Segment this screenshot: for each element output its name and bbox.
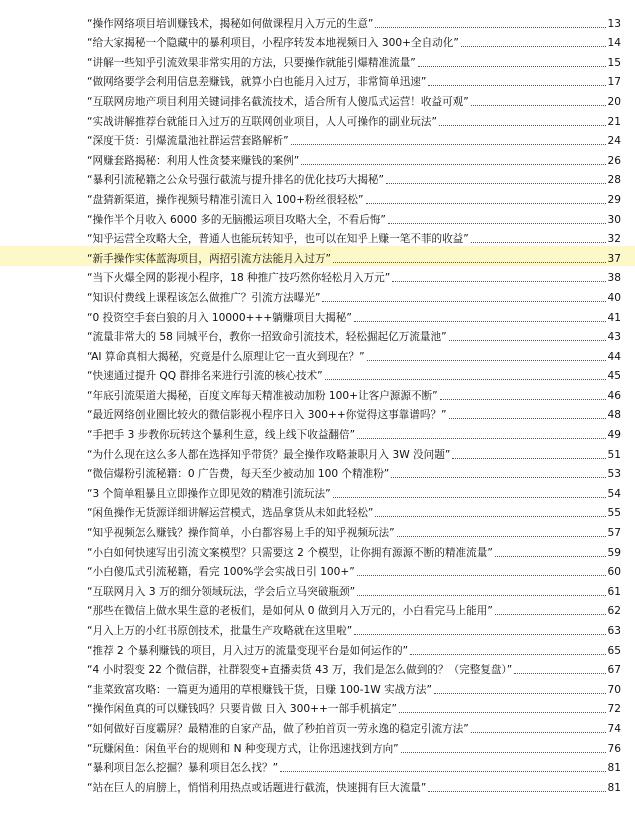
toc-entry[interactable]	[0, 638, 635, 658]
toc-entry-title: “流量非常大的 58 同城平台，教你一招致命引流技术，轻松掘起亿万流量池”	[87, 331, 447, 344]
dot-leader	[375, 516, 605, 517]
toc-entry-page-number: 20	[607, 95, 621, 108]
toc-entry-page-number: 44	[607, 350, 621, 363]
dot-leader	[357, 595, 605, 596]
toc-entry-page-number: 29	[607, 193, 621, 206]
toc-entry-title: “4 小时裂变 22 个微信群，社群裂变+直播卖货 43 万，我们是怎么做到的？（完整复盘）”	[87, 664, 513, 677]
toc-entry[interactable]	[0, 168, 635, 188]
toc-entry[interactable]	[0, 736, 635, 756]
dot-leader	[514, 673, 605, 674]
toc-entry-title: “如何做好百度霸屏？最精准的自家产品，做了秒拍首页一劳永逸的稳定引流方法”	[87, 722, 469, 735]
toc-entry-title: “小白傻瓜式引流秘籍，看完 100%学会实战日引 100+”	[87, 566, 355, 579]
toc-entry-title: “网赚套路揭秘：利用人性贪婪来赚钱的案例”	[87, 154, 300, 167]
toc-entry-title: “实战讲解推荐台就能日入过万的互联网创业项目，人人可操作的副业玩法”	[87, 115, 437, 128]
dot-leader	[418, 66, 606, 67]
dot-leader	[291, 144, 606, 145]
toc-entry-page-number: 61	[607, 585, 621, 598]
toc-entry-title: “互联网月入 3 万的细分领域玩法，学会后立马突破瓶颈”	[87, 585, 356, 598]
dot-leader	[471, 105, 606, 106]
toc-entry[interactable]	[0, 50, 635, 70]
table-of-contents	[0, 11, 635, 795]
toc-entry[interactable]	[0, 364, 635, 384]
toc-entry[interactable]	[0, 560, 635, 580]
dot-leader	[434, 693, 606, 694]
dot-leader	[367, 360, 606, 361]
toc-entry[interactable]	[0, 148, 635, 168]
toc-entry[interactable]	[0, 207, 635, 227]
toc-entry-title: “微信爆粉引流秘籍：0 广告费，每天至少被动加 100 个精准粉”	[87, 468, 390, 481]
toc-entry[interactable]	[0, 266, 635, 286]
dot-leader	[428, 85, 605, 86]
toc-entry[interactable]	[0, 756, 635, 776]
dot-leader	[452, 458, 605, 459]
toc-entry-page-number: 65	[607, 644, 621, 657]
toc-entry[interactable]	[0, 520, 635, 540]
toc-entry-title: “当下火爆全网的影视小程序，18 种推广技巧然你轻松月入万元”	[87, 272, 391, 285]
toc-entry-title: “韭菜致富攻略：一篇更为通用的草根赚钱干货，日赚 100-1W 实战方法”	[87, 683, 432, 696]
toc-entry-page-number: 54	[607, 487, 621, 500]
toc-entry[interactable]	[0, 462, 635, 482]
toc-entry-page-number: 45	[607, 370, 621, 383]
dot-leader	[322, 301, 605, 302]
toc-entry[interactable]	[0, 246, 635, 266]
toc-entry-title: “最近网络创业圈比较火的微信影视小程序日入 300++你觉得这事靠谱吗？”	[87, 409, 447, 422]
toc-entry-page-number: 40	[607, 291, 621, 304]
dot-leader	[301, 164, 605, 165]
toc-entry-title: “操作闲鱼真的可以赚钱吗？只要肯做 日入 300++一部手机搞定”	[87, 703, 397, 716]
toc-entry[interactable]	[0, 325, 635, 345]
toc-entry-title: “那些在微信上做水果生意的老板们，是如何从 0 做到月入万元的，小白看完马上能用”	[87, 605, 493, 618]
dot-leader	[449, 418, 606, 419]
toc-entry[interactable]	[0, 11, 635, 31]
toc-entry[interactable]	[0, 442, 635, 462]
toc-entry-title: “月入上万的小红书原创技术，批量生产攻略就在这里啦”	[87, 625, 353, 637]
toc-entry-title: “快速通过提升 QQ 群排名来进行引流的核心技术”	[87, 370, 323, 383]
toc-entry-page-number: 13	[607, 17, 621, 30]
toc-entry-page-number: 26	[607, 154, 621, 167]
toc-entry-title: “0 投资空手套白狼的月入 10000+++躺赚项目大揭秘”	[87, 311, 352, 324]
toc-entry-page-number: 57	[607, 527, 621, 540]
toc-entry-page-number: 21	[607, 115, 621, 128]
dot-leader	[439, 125, 606, 126]
toc-entry-title: “深度干货：引爆流量池社群运营套路解析”	[87, 135, 289, 148]
dot-leader	[388, 223, 606, 224]
toc-entry-title: “给大家揭秘一个隐藏中的暴利项目，小程序转发本地视频日入 300+全自动化”	[87, 37, 459, 50]
toc-entry-page-number: 81	[607, 762, 621, 775]
toc-entry-title: “推荐 2 个暴利赚钱的项目，月入过万的流量变现平台是如何运作的”	[87, 644, 409, 657]
toc-entry-page-number: 70	[607, 683, 621, 696]
toc-entry[interactable]	[0, 658, 635, 678]
toc-entry-title: “为什么现在这么多人都在选择知乎带货？最全操作攻略兼职月入 3W 没问题”	[87, 448, 451, 461]
toc-entry-page-number: 76	[607, 742, 621, 755]
toc-entry-page-number: 63	[607, 625, 621, 637]
toc-entry-page-number: 41	[607, 311, 621, 324]
dot-leader	[375, 27, 605, 28]
toc-entry-page-number: 53	[607, 468, 621, 481]
toc-entry-page-number: 59	[607, 546, 621, 559]
toc-entry-title: “盘猜新渠道，操作视频号精准引流日入 100+粉丝很轻松”	[87, 193, 364, 206]
dot-leader	[397, 536, 606, 537]
dot-leader	[366, 203, 606, 204]
toc-entry-page-number: 60	[607, 566, 621, 579]
toc-entry-title: “AI 算命真相大揭秘，究竟是什么原理让它一直火到现在？”	[87, 350, 365, 363]
toc-entry-page-number: 15	[607, 56, 621, 69]
dot-leader	[461, 46, 606, 47]
toc-entry-page-number: 72	[607, 703, 621, 716]
dot-leader	[357, 575, 606, 576]
toc-entry-page-number: 43	[607, 331, 621, 344]
dot-leader	[392, 281, 605, 282]
toc-entry[interactable]	[0, 599, 635, 619]
dot-leader	[440, 399, 606, 400]
toc-entry-page-number: 49	[607, 429, 621, 442]
toc-entry[interactable]	[0, 540, 635, 560]
toc-entry-title: “互联网房地产项目利用关键词排名截流技术，适合所有人傻瓜式运营！收益可观”	[87, 95, 469, 108]
toc-entry[interactable]	[0, 109, 635, 129]
dot-leader	[401, 752, 606, 753]
toc-entry-page-number: 30	[607, 213, 621, 226]
toc-entry[interactable]	[0, 422, 635, 442]
toc-entry-title: “知识付费线上课程该怎么做推广？引流方法曝光”	[87, 291, 321, 304]
toc-entry[interactable]	[0, 187, 635, 207]
toc-entry-title: “站在巨人的肩膀上，悄悄利用热点或话题进行截流，快速拥有巨大流量”	[87, 781, 427, 794]
dot-leader	[471, 242, 606, 243]
toc-entry-page-number: 62	[607, 605, 621, 618]
toc-entry[interactable]	[0, 89, 635, 109]
toc-entry[interactable]	[0, 579, 635, 599]
toc-entry-title: “手把手 3 步教你玩转这个暴利生意，线上线下收益翻倍”	[87, 429, 356, 442]
dot-leader	[391, 477, 605, 478]
dot-leader	[410, 654, 605, 655]
toc-entry-title: “操作半个月收入 6000 多的无脑搬运项目攻略大全，不看后悔”	[87, 213, 386, 226]
dot-leader	[428, 791, 605, 792]
toc-entry-page-number: 48	[607, 409, 621, 422]
toc-entry[interactable]	[0, 344, 635, 364]
dot-leader	[325, 379, 606, 380]
toc-entry-title: “小白如何快速写出引流文案模型？只需要这 2 个模型，让你拥有源源不断的精准流量”	[87, 546, 493, 559]
toc-entry-page-number: 38	[607, 272, 621, 285]
toc-entry-title: “3 个简单粗暴且立即操作立即见效的精准引流玩法”	[87, 487, 331, 500]
toc-entry-title: “操作网络项目培训赚钱术，揭秘如何做课程月入万元的生意”	[87, 17, 374, 30]
toc-entry-title: “闲鱼操作无货源详细讲解运营模式，选品拿货从未如此轻松”	[87, 507, 374, 520]
toc-entry[interactable]	[0, 129, 635, 149]
toc-entry[interactable]	[0, 481, 635, 501]
toc-entry-page-number: 24	[607, 135, 621, 148]
toc-entry[interactable]	[0, 31, 635, 51]
toc-entry[interactable]	[0, 775, 635, 795]
dot-leader	[280, 771, 605, 772]
toc-entry[interactable]	[0, 501, 635, 521]
toc-entry-page-number: 81	[607, 781, 621, 794]
toc-entry-page-number: 37	[607, 252, 621, 265]
toc-entry[interactable]	[0, 383, 635, 403]
dot-leader	[354, 321, 606, 322]
toc-entry[interactable]	[0, 285, 635, 305]
toc-entry-title: “年底引流渠道大揭秘，百度文库每天精准被动加粉 100+让客户源源不断”	[87, 389, 438, 402]
dot-leader	[399, 712, 606, 713]
toc-entry[interactable]	[0, 227, 635, 247]
dot-leader	[495, 614, 606, 615]
toc-entry-title: “做网络要学会利用信息差赚钱，就算小白也能月入过万，非常简单迅速”	[87, 76, 427, 89]
toc-entry-title: “新手操作实体蓝海项目，两招引流方法能月入过万”	[87, 252, 332, 265]
toc-entry-title: “暴利项目怎么挖掘？暴利项目怎么找？”	[87, 762, 279, 775]
toc-entry-page-number: 55	[607, 507, 621, 520]
toc-entry[interactable]	[0, 403, 635, 423]
toc-entry-page-number: 28	[607, 174, 621, 187]
toc-entry[interactable]	[0, 697, 635, 717]
dot-leader	[471, 732, 606, 733]
toc-entry-title: “知乎视频怎么赚钱？操作简单，小白都容易上手的知乎视频玩法”	[87, 527, 395, 540]
dot-leader	[386, 183, 606, 184]
toc-entry[interactable]	[0, 677, 635, 697]
dot-leader	[333, 497, 606, 498]
toc-entry-page-number: 46	[607, 389, 621, 402]
toc-entry[interactable]	[0, 305, 635, 325]
toc-entry-page-number: 17	[607, 76, 621, 89]
toc-entry-page-number: 32	[607, 233, 621, 246]
toc-entry-page-number: 67	[607, 664, 621, 677]
toc-entry[interactable]	[0, 618, 635, 638]
dot-leader	[333, 262, 605, 263]
dot-leader	[357, 438, 605, 439]
toc-entry[interactable]	[0, 70, 635, 90]
toc-entry-page-number: 51	[607, 448, 621, 461]
toc-entry[interactable]	[0, 716, 635, 736]
dot-leader	[449, 340, 606, 341]
toc-entry-title: “讲解一些知乎引流效果非常实用的方法，只要操作就能引爆精准流量”	[87, 56, 416, 69]
toc-entry-page-number: 74	[607, 722, 621, 735]
toc-entry-page-number: 14	[607, 37, 621, 50]
toc-entry-title: “暴利引流秘籍之公众号强行截流与提升排名的优化技巧大揭秘”	[87, 174, 385, 187]
dot-leader	[354, 634, 605, 635]
dot-leader	[495, 556, 606, 557]
toc-entry-title: “知乎运营全攻略大全，普通人也能玩转知乎，也可以在知乎上赚一笔不菲的收益”	[87, 233, 469, 246]
toc-entry-title: “玩赚闲鱼：闲鱼平台的规则和 N 种变现方式，让你迅速找到方向”	[87, 742, 399, 755]
